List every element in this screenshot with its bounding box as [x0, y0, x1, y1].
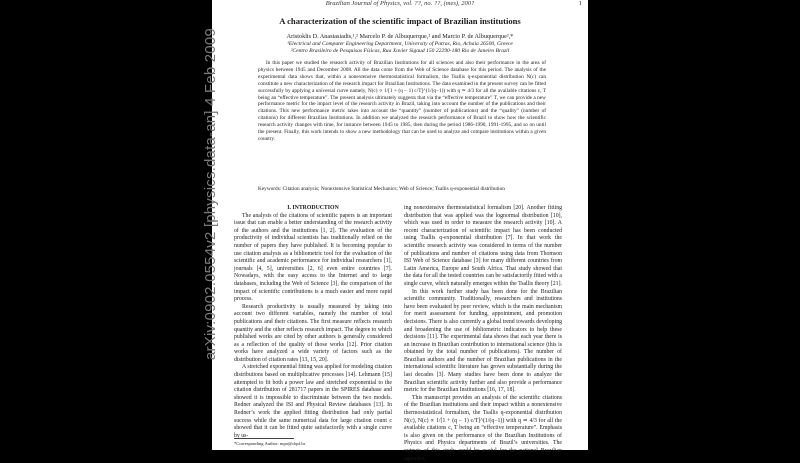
affiliation-2: ²Centro Brasileiro de Pesquisas Físicas, Rua Xavier Sigaud 150 22290-180 Rio de Janeiro Brazil: [290, 48, 510, 54]
right-paragraph-3: This manuscript provides an analysis of the scientific citations of the Brazilian institutions and their impact within a nonextensive thermostatistical formalism, the Tsallis q-exponential distribution N(c), N(c) ∝ 1/[1 + (q − 1) c/T]^(1/(q−1)) with q ≃ 4/3 for all the available citations c, T being an “effective temperature”. Emphasis is also given on the performance of the Brazilian Institutions of Physics and Physics departments of Brazil’s universities. The outputs of this study could be useful for the national Brazilian agencies,: [404, 394, 562, 462]
page-number: 1: [578, 0, 582, 7]
left-viewer-background: [0, 0, 212, 450]
paper-title: A characterization of the scientific impact of Brazilian institutions: [279, 16, 521, 26]
right-column: [404, 205, 562, 463]
journal-header: Brazilian Journal of Physics, vol. ??, no. ??, (mes), 200?: [325, 0, 475, 7]
right-paragraph-1: ing nonextensive thermostatistical formalism [20]. Another fitting distribution that was applied was the lognormal distribution [10], which was used in order to measure the research activity [10]. A recent characterization of scientific impact has been conducted using Tsallis q-exponential distribution [7]. In that work the scientific research activity was considered in terms of the number of publications and number of citations using data from Thomson ISI Web of Science database [3] for many different countries from Latin America, Europe and South Africa. That study showed that the data for all the tested countries can be satisfactorily fitted with a single curve, which naturally emerges within the Tsallis theory [21].: [404, 205, 562, 287]
keywords: Keywords: Citation analysis; Nonextensive Statistical Mechanics; Web of Science; Tsallis q-exponential distribution: [258, 186, 505, 192]
abstract-paragraph: In this paper we studied the research activity of Brazilian Institutions for all sciences and also their performance in the area of physics between 1945 and December 2008. All the data come from the Web of Science database for this period. The analysis of the experimental data shows that, within a nonextensive thermostatistical formalism, the Tsallis q-exponential distribution N(c) can constitute a new characterization of the research impact for Brazilian Institutions. The data examined in the present survey can be fitted successfully by applying a universal curve namely, N(c) ∝ 1/[1 + (q − 1) c/T]^(1/(q−1)) with q ≃ 4/3 for all the available citations c, T being an “effective temperature”. The present analysis ultimately suggests that via the “effective temperature” T, we can provide a new performance metric for the impact level of the research activity in Brazil, taking into account the number of the publications and their citations. This new performance metric takes into account the “quantity” (number of publications) and the “quality” (number of citations) for different Brazilian Institutions. In addition we analyzed the research performance of Brazil to show how the scientific research activity changes with time, for instance between 1945 to 1985, then during the period 1986-1990, 1991-1995, and so on until the present. Finally, this work intends to show a new methodology that can be used to analyze and compare institutions within a given country.: [258, 60, 546, 142]
affiliation-1: ¹Electrical and Computer Engineering Department, University of Patras, Rio, Achaia 26500, Greece: [287, 41, 513, 47]
footnote-rule: [234, 438, 294, 439]
paper-page: [212, 0, 588, 462]
left-column: [234, 205, 392, 440]
left-paragraph-3: A stretched exponential fitting was applied for modeling citation distributions based on multiplicative processes [14]. Lehmann [15] attempted to fit both a power law and stretched exponential to the citation distribution of 281717 papers in the SPIRES database and showed it is impossible to discriminate between the two models. Redner analyzed the ISI and Physical Review databases [13]. In Redner’s work the applied fitting distribution had only partial success while the same numerical data for large citation count c showed that it can be fitted quite satisfactorily with a single curve by us-: [234, 364, 392, 439]
author-list: Aristoklis D. Anastasiadis,¹,² Marcelo P. de Albuquerque,² and Marcio P. de Albuquerque²,*: [286, 33, 514, 40]
footnote: *Corresponding Author: mpa@cbpf.br: [234, 441, 306, 446]
abstract: [258, 60, 546, 143]
right-paragraph-2: In this work further study has been done for the Brazilian scientific community. Traditionally, researchers and institutions have been evaluated by peer review, which is the main mechanism for merit assessment for funding, appointment, and promotion decisions. There is also currently a global trend towards developing and broadening the use of bibliometric indicators to help these decisions [11]. The experimental data shows that each year there is an increase in Brazilian contribution to international science (this is obtained by the total number of publications). The number of Brazilian authors and the number of Brazilian publications in the international scientific literature has grown substantially during the last decades [3]. Many studies have been done to analyze the Brazilian scientific activity further and also provide a performance metric for the Brazilian Institutions [16, 17, 18].: [404, 288, 562, 394]
left-paragraph-2: Research productivity is usually measured by taking into account two different variables, namely the number of total publications and their citations. The first measure reflects research quantity and the other reflects research impact. The degree to which published works are cited by other authors is generally considered as a reflection of the quality of those works [12]. Prior citation works have analyzed a wide variety of factors such as the distribution of citation rates [13, 15, 20].: [234, 303, 392, 363]
arxiv-stamp: arXiv:0902.0554v2 [physics.data-an] 4 Feb 2009: [202, 28, 219, 360]
right-viewer-background: [588, 0, 800, 450]
left-paragraph-1: The analysis of the citations of scientific papers is an important issue that can enable a better understanding of the research activity of the authors and the institutions [1, 2]. The evaluation of the productivity of individual scientists has traditionally relied on the number of papers they have published. It is becoming popular to use citation analysis as a bibliometric tool for the evaluation of the scientific and academic performance for individual researchers [1], journals [4, 5], universities [2, 6] even entire countries [7]. Nowadays, with the easy access to the Internet and to large databases, including the Web of Science [3], the comparison of the impact of scientific contributions is a much easier and more rapid process.: [234, 212, 392, 303]
section-heading: I. INTRODUCTION: [287, 205, 339, 211]
